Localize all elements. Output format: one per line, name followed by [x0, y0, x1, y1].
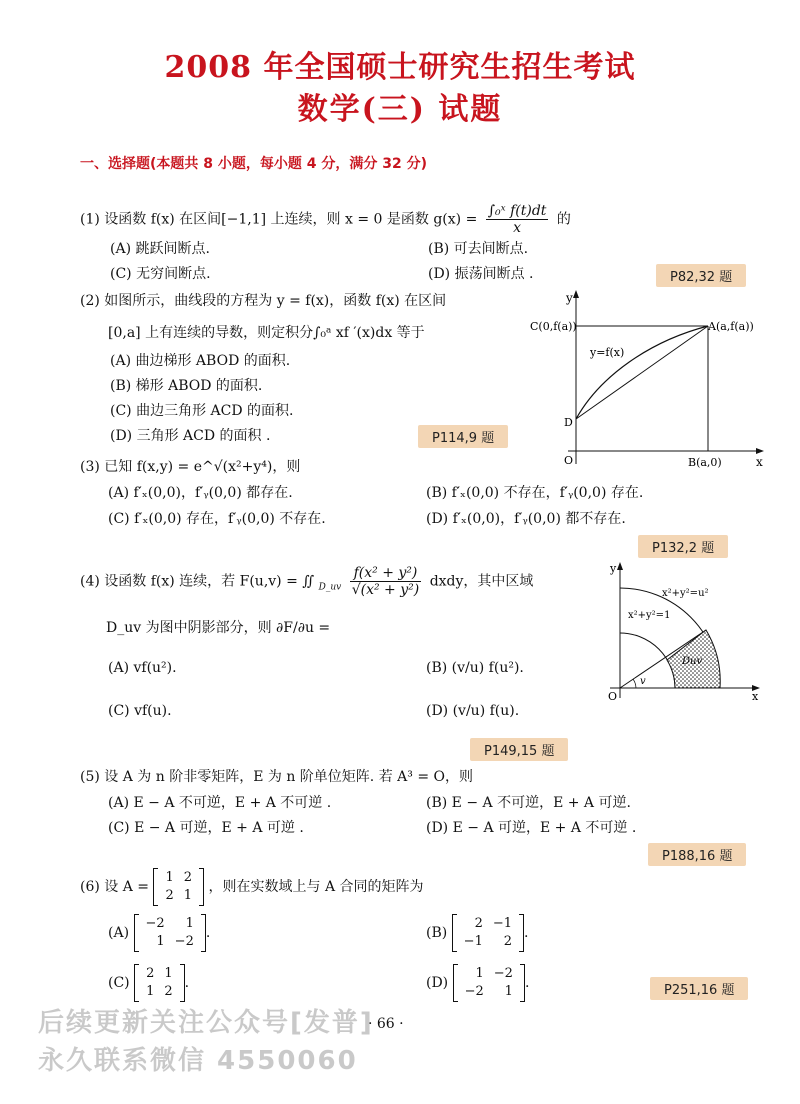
q4-fig-angle-label: v	[640, 676, 646, 687]
q4-stem-a: (4) 设函数 f(x) 连续，若 F(u,v) = ∬ $_{D\_uv}$ $\frac{\text{f(x² + y²)}}{\text{√(x² + y²)}}$ dxdy，其中区域	[80, 565, 534, 598]
q2-option-c: (C) 曲边三角形 ACD 的面积.	[110, 403, 294, 419]
q4-reference: P149,15 题	[470, 738, 568, 761]
q1-stem: (1) 设函数 f(x) 在区间[−1,1] 上连续，则 x = 0 是函数 g(x) = $\frac{\text{∫₀ˣ f(t)dt}}{x}$ 的	[80, 203, 571, 236]
q2-fig-x-label: x	[756, 455, 763, 469]
q5-option-c: (C) E − A 可逆，E + A 可逆 .	[108, 820, 304, 836]
q2-fig-o-label: O	[564, 454, 574, 467]
q4-option-d: (D) (v/u) f(u).	[426, 703, 520, 719]
q6-stem: (6) 设 A = 1 2 2 1 ，则在实数域上与 A 合同的矩阵为	[80, 868, 424, 906]
q5-option-a: (A) E − A 不可逆，E + A 不可逆 .	[108, 795, 332, 811]
q2-stem-a: (2) 如图所示，曲线段的方程为 y = f(x)，函数 f(x) 在区间	[80, 293, 447, 309]
q4-option-a: (A) vf(u²).	[108, 660, 177, 676]
q3-option-c: (C) f′ₓ(0,0) 存在，f′ᵧ(0,0) 不存在.	[108, 511, 326, 527]
q4-fig-x-label: x	[752, 690, 759, 702]
q1-option-d: (D) 振荡间断点 .	[428, 266, 534, 282]
q4-figure	[596, 560, 766, 702]
q3-option-b: (B) f′ₓ(0,0) 不存在，f′ᵧ(0,0) 存在.	[426, 485, 644, 501]
q2-fig-curve-label: y=f(x)	[590, 346, 625, 359]
section-heading: 一、选择题(本题共 8 小题，每小题 4 分，满分 32 分)	[80, 156, 428, 172]
q4-option-c: (C) vf(u).	[108, 703, 172, 719]
q5-option-d: (D) E − A 可逆，E + A 不可逆 .	[426, 820, 637, 836]
q2-fig-d-label: D	[564, 416, 573, 429]
q4-fig-y-label: y	[610, 562, 617, 575]
q3-option-d: (D) f′ₓ(0,0)，f′ᵧ(0,0) 都不存在.	[426, 511, 626, 527]
q3-stem: (3) 已知 f(x,y) = e^√(x²+y⁴)，则	[80, 459, 301, 475]
q1-reference: P82,32 题	[656, 264, 746, 287]
q2-option-d: (D) 三角形 ACD 的面积 .	[110, 428, 271, 444]
q4-fig-outer-label: x²+y²=u²	[662, 588, 709, 599]
q3-option-a: (A) f′ₓ(0,0)，f′ᵧ(0,0) 都存在.	[108, 485, 293, 501]
q1-option-c: (C) 无穷间断点.	[110, 266, 211, 282]
q2-fig-a-label: A(a,f(a))	[708, 320, 754, 333]
q6-option-b: (B) 2 −1 −1 2 .	[426, 914, 528, 952]
q1-option-a: (A) 跳跃间断点.	[110, 241, 210, 257]
q6-matrix-a: 1 2 2 1	[153, 868, 204, 906]
q5-stem: (5) 设 A 为 n 阶非零矩阵，E 为 n 阶单位矩阵. 若 A³ = O，则	[80, 769, 473, 785]
q2-fig-b-label: B(a,0)	[688, 456, 722, 469]
title-line-1: 2008 年全国硕士研究生招生考试	[164, 50, 636, 85]
watermark-line-2: 永久联系微信 4550060	[38, 1046, 358, 1076]
q4-option-b: (B) (v/u) f(u²).	[426, 660, 524, 676]
q2-option-b: (B) 梯形 ABOD 的面积.	[110, 378, 263, 394]
q2-fig-y-label: y	[566, 291, 573, 305]
watermark-line-1: 后续更新关注公众号[发普]	[38, 1008, 374, 1038]
q2-fig-c-label: C(0,f(a))	[530, 320, 577, 333]
q4-fig-o-label: O	[608, 690, 618, 702]
q3-reference: P132,2 题	[638, 535, 728, 558]
q2-figure	[530, 286, 770, 470]
q2-reference: P114,9 题	[418, 425, 508, 448]
q6-option-c: (C) 2 1 1 2 .	[108, 964, 189, 1002]
q6-option-d: (D) 1 −2 −2 1 .	[426, 964, 529, 1002]
page-number: · 66 ·	[368, 1016, 404, 1032]
q2-option-a: (A) 曲边梯形 ABOD 的面积.	[110, 353, 291, 369]
q4-stem-c: D_uv 为图中阴影部分，则 ∂F/∂u =	[106, 620, 331, 636]
q4-fig-inner-label: x²+y²=1	[628, 610, 671, 621]
q6-option-a: (A) −2 1 1 −2 .	[108, 914, 210, 952]
q5-reference: P188,16 题	[648, 843, 746, 866]
q2-stem-b: [0,a] 上有连续的导数，则定积分∫₀ᵃ xf ′(x)dx 等于	[108, 325, 425, 341]
q5-option-b: (B) E − A 不可逆，E + A 可逆.	[426, 795, 631, 811]
q6-reference: P251,16 题	[650, 977, 748, 1000]
q1-option-b: (B) 可去间断点.	[428, 241, 529, 257]
title-line-2: 数学(三) 试题	[297, 92, 503, 127]
q4-fig-shade-label: Duv	[682, 656, 703, 667]
